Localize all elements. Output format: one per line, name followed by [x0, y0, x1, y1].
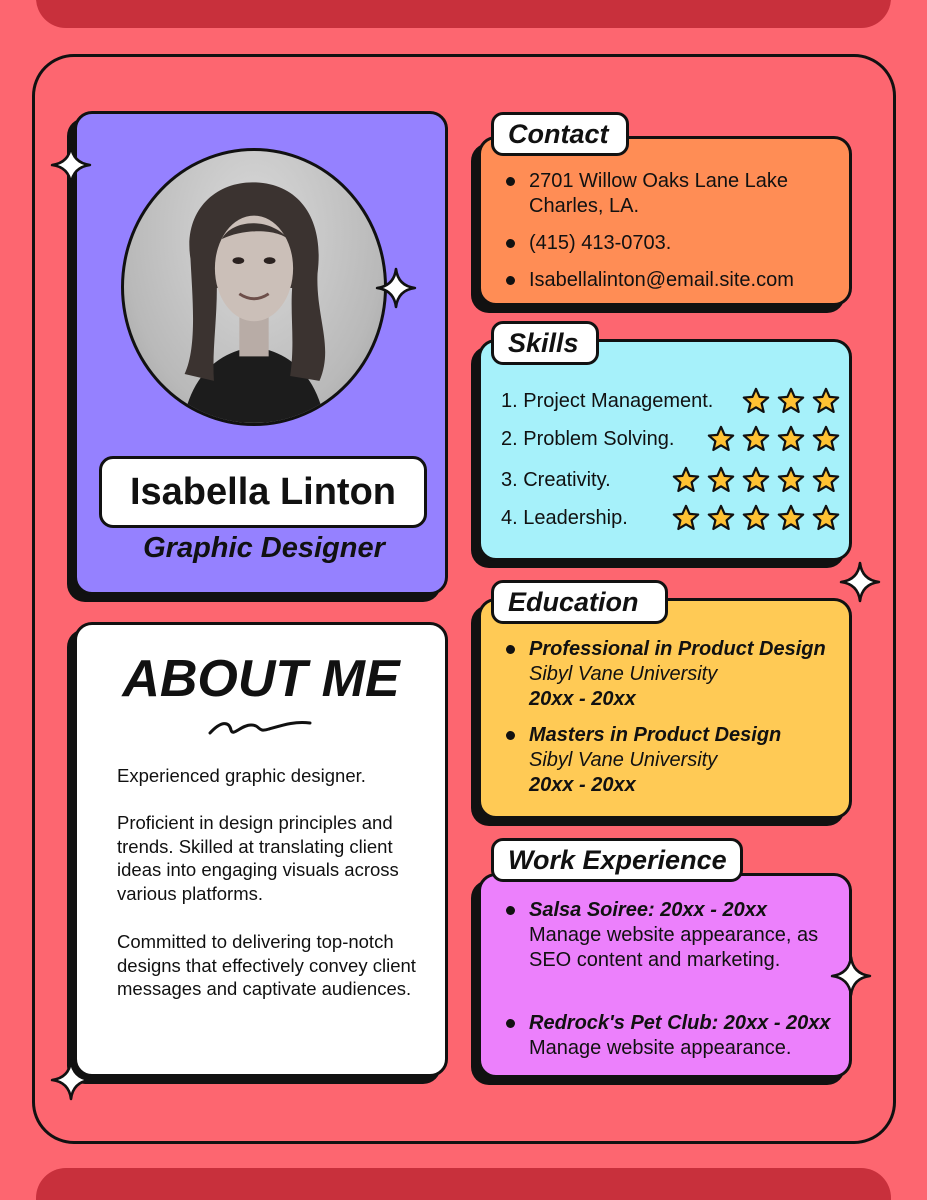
- skill-label: 3. Creativity.: [501, 468, 611, 491]
- work-list: [505, 898, 845, 1099]
- star-icon: [811, 466, 841, 494]
- skill-rating: [741, 387, 841, 415]
- contact-phone: (415) 413-0703.: [505, 231, 825, 256]
- star-icon: [776, 504, 806, 532]
- star-icon: [811, 425, 841, 453]
- star-icon: [776, 425, 806, 453]
- contact-tab: [491, 112, 629, 156]
- profile-photo: [121, 148, 387, 426]
- education-card: [478, 598, 852, 819]
- skills-title: Skills: [508, 327, 579, 358]
- contact-email: Isabellalinton@email.site.com: [505, 268, 825, 293]
- work-card: [478, 873, 852, 1078]
- contact-title: Contact: [508, 118, 609, 149]
- portrait-illustration: [124, 151, 384, 423]
- work-heading: Salsa Soiree: 20xx - 20xx: [529, 899, 767, 921]
- sparkle-icon: [839, 561, 881, 603]
- skill-row: [501, 424, 841, 454]
- education-years: 20xx - 20xx: [529, 774, 636, 796]
- squiggle-icon: [207, 717, 313, 737]
- star-icon: [811, 504, 841, 532]
- contact-card: [478, 136, 852, 306]
- top-band: [36, 0, 891, 28]
- profile-name: Isabella Linton: [129, 470, 397, 513]
- star-icon: [741, 387, 771, 415]
- star-icon: [706, 466, 736, 494]
- skill-rating: [671, 504, 841, 532]
- sparkle-icon: [50, 144, 92, 186]
- education-list: [505, 637, 845, 809]
- work-description: Manage website appearance, as SEO content and marketing.: [529, 924, 819, 971]
- contact-list: [505, 169, 825, 305]
- profile-role: Graphic Designer: [143, 532, 385, 564]
- skills-card: [478, 339, 852, 561]
- skill-row: [501, 465, 841, 495]
- sparkle-icon: [375, 267, 417, 309]
- star-icon: [671, 466, 701, 494]
- education-degree: Professional in Product Design: [529, 638, 826, 660]
- education-years: 20xx - 20xx: [529, 688, 636, 710]
- star-icon: [741, 466, 771, 494]
- about-paragraph-3: Committed to delivering top-notch designs that effectively convey client messages and captivate audiences.: [117, 931, 416, 999]
- profile-card: [74, 111, 448, 595]
- education-school: Sibyl Vane University: [529, 663, 718, 685]
- skill-rating: [671, 466, 841, 494]
- education-title: Education: [508, 586, 639, 617]
- star-icon: [776, 387, 806, 415]
- work-tab: [491, 838, 743, 882]
- education-item: [505, 637, 845, 712]
- about-card: [74, 622, 448, 1077]
- about-paragraph-1: Experienced graphic designer.: [117, 765, 366, 786]
- name-box: [99, 456, 427, 528]
- skill-label: 2. Problem Solving.: [501, 427, 675, 450]
- bottom-band: [36, 1168, 891, 1200]
- skill-rating: [706, 425, 841, 453]
- work-item: [505, 1011, 845, 1061]
- star-icon: [741, 425, 771, 453]
- star-icon: [671, 504, 701, 532]
- skill-label: 4. Leadership.: [501, 506, 628, 529]
- skill-label: 1. Project Management.: [501, 389, 714, 412]
- skill-row: [501, 386, 841, 416]
- work-title: Work Experience: [508, 844, 727, 875]
- education-item: [505, 723, 845, 798]
- star-icon: [706, 504, 736, 532]
- sparkle-icon: [830, 955, 872, 997]
- skill-row: [501, 503, 841, 533]
- sparkle-icon: [50, 1059, 92, 1101]
- work-heading: Redrock's Pet Club: 20xx - 20xx: [529, 1012, 831, 1034]
- work-item: [505, 898, 845, 973]
- contact-address: 2701 Willow Oaks Lane Lake Charles, LA.: [505, 169, 825, 219]
- star-icon: [811, 387, 841, 415]
- star-icon: [706, 425, 736, 453]
- work-description: Manage website appearance.: [529, 1037, 792, 1059]
- education-degree: Masters in Product Design: [529, 724, 782, 746]
- star-icon: [776, 466, 806, 494]
- star-icon: [741, 504, 771, 532]
- education-tab: [491, 580, 668, 624]
- skills-tab: [491, 321, 599, 365]
- about-heading: ABOUT ME: [122, 650, 400, 708]
- about-paragraph-2: Proficient in design principles and trends. Skilled at translating client ideas into engaging visuals across various platforms.: [117, 812, 399, 904]
- education-school: Sibyl Vane University: [529, 749, 718, 771]
